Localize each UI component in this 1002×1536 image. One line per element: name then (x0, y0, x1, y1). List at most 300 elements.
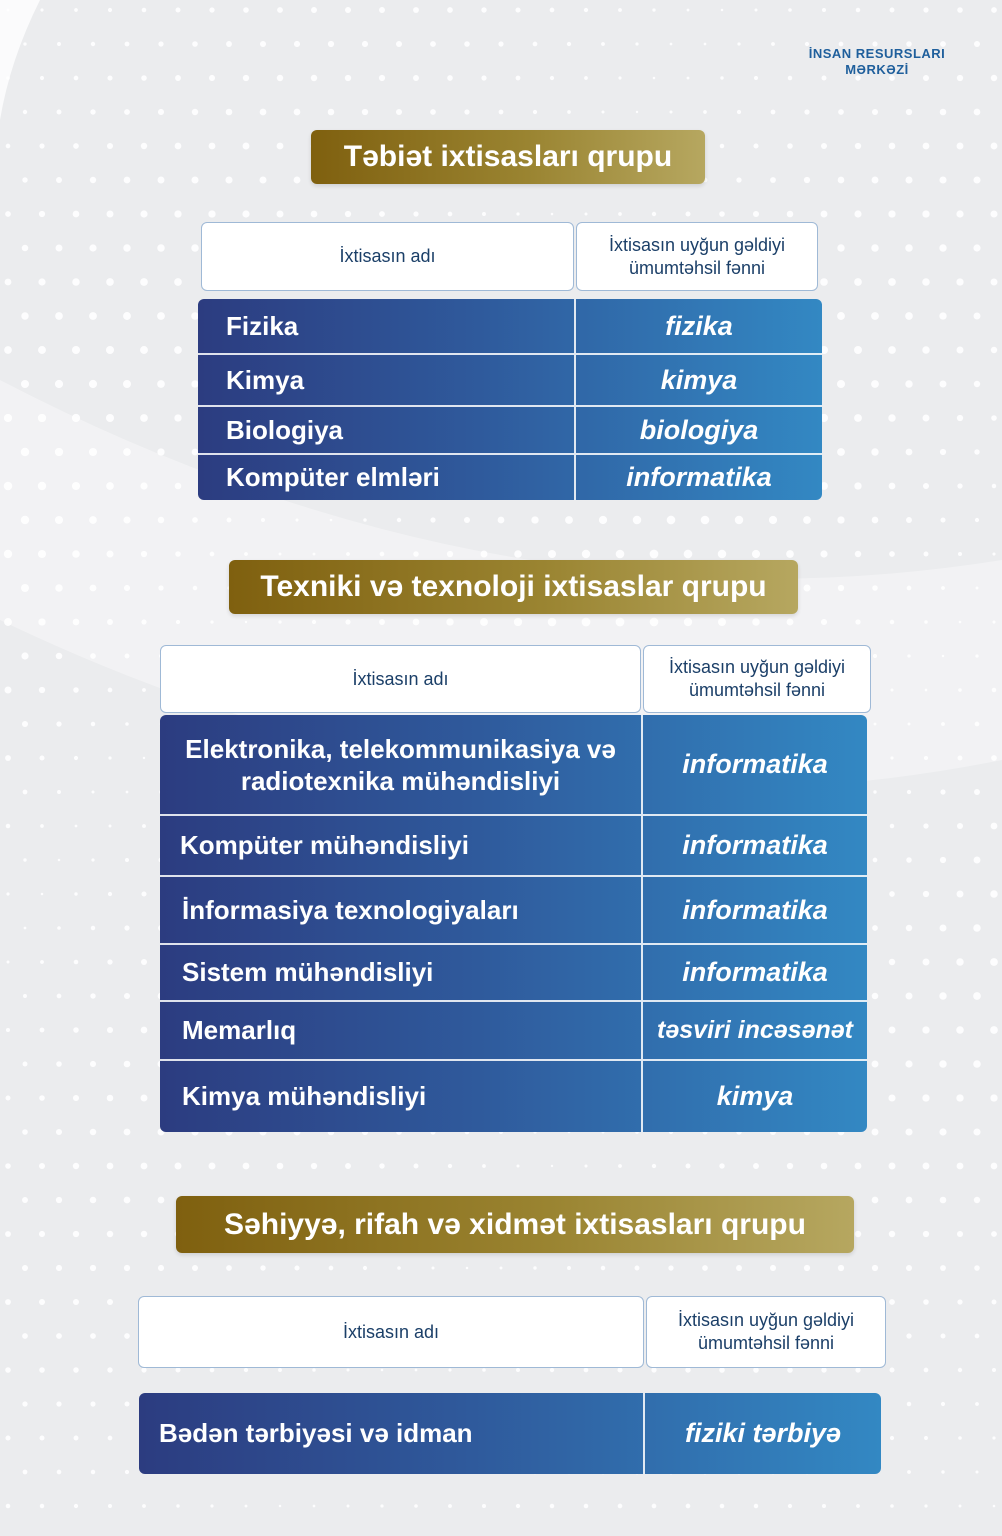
header-subject-line-1: İxtisasın uyğun gəldiyi (677, 1310, 855, 1330)
group-title-texniki: Texniki və texnoloji ixtisaslar qrupu (229, 560, 798, 614)
background-dot (636, 111, 638, 113)
background-dot (923, 483, 929, 489)
background-dot (141, 1027, 148, 1034)
background-dot (75, 825, 78, 828)
background-dot (940, 109, 947, 116)
background-dot (56, 1333, 62, 1339)
background-dot (192, 109, 198, 115)
background-dot (90, 1401, 95, 1406)
background-dot (56, 721, 61, 726)
background-dot (685, 1367, 690, 1372)
background-dot (21, 312, 28, 319)
background-dot (22, 721, 28, 727)
background-dot (90, 585, 97, 592)
background-dot (448, 1164, 452, 1168)
background-dot (294, 109, 301, 116)
background-dot (956, 210, 963, 217)
background-dot (73, 1163, 79, 1169)
background-dot (142, 1504, 146, 1508)
background-dot (889, 959, 895, 965)
background-dot (176, 620, 180, 624)
background-dot (888, 1094, 895, 1101)
background-dot (890, 620, 894, 624)
background-dot (4, 482, 13, 491)
background-dot (311, 75, 317, 81)
background-dot (482, 1368, 486, 1372)
background-dot (124, 1333, 130, 1339)
background-dot (74, 756, 78, 760)
background-dot (175, 1163, 182, 1170)
background-dot (550, 76, 554, 80)
background-dot (123, 516, 130, 523)
background-dot (244, 1368, 248, 1372)
background-dot (975, 1470, 978, 1473)
background-dot (38, 346, 46, 354)
background-dot (906, 857, 912, 863)
background-dot (754, 76, 758, 80)
background-dot (991, 415, 997, 421)
specialty-name: Kompüter mühəndisliyi (160, 816, 643, 875)
header-subject-line-2: ümumtəhsil fənni (688, 680, 826, 700)
background-dot (226, 41, 232, 47)
header-subject-cell (646, 1296, 886, 1368)
header-name-cell: İxtisasın adı (160, 645, 641, 713)
background-dot (957, 347, 964, 354)
background-dot (23, 110, 27, 114)
background-dot (973, 244, 980, 251)
specialty-name: Memarlıq (160, 1002, 643, 1059)
background-dot (804, 177, 810, 183)
table-row (160, 1000, 867, 1059)
background-dot (4, 414, 12, 422)
background-dot (582, 550, 590, 558)
background-dot (294, 1265, 299, 1270)
background-dot (872, 177, 879, 184)
background-dot (974, 1265, 980, 1271)
background-dot (261, 518, 265, 522)
table-body-texniki (160, 715, 867, 1132)
background-dot (6, 824, 11, 829)
background-dot (39, 755, 44, 760)
background-dot (872, 109, 878, 115)
background-dot (718, 618, 726, 626)
background-dot (55, 312, 63, 320)
background-dot (871, 244, 879, 252)
background-dot (923, 7, 928, 12)
background-dot (107, 75, 112, 80)
background-dot (787, 619, 794, 626)
background-dot (976, 587, 979, 590)
background-dot (754, 1504, 758, 1508)
background-dot (975, 518, 979, 522)
background-dot (516, 76, 521, 81)
background-dot (516, 1504, 520, 1508)
subject-name: fizika (665, 310, 733, 341)
background-dot (821, 619, 827, 625)
background-dot (939, 244, 946, 251)
background-dot (107, 1367, 112, 1372)
background-dot (74, 8, 78, 12)
background-dot (38, 618, 45, 625)
background-dot (617, 1367, 622, 1372)
background-dot (872, 925, 878, 931)
background-dot (599, 516, 607, 524)
background-dot (106, 482, 114, 490)
background-dot (72, 482, 80, 490)
background-dot (837, 380, 845, 388)
background-dot (837, 516, 844, 523)
table-row (198, 453, 822, 500)
specialty-name: İnformasiya texnologiyaları (160, 877, 643, 943)
background-dot (720, 144, 725, 149)
background-dot (58, 859, 61, 862)
background-dot (245, 621, 247, 623)
background-dot (90, 109, 95, 114)
background-dot (650, 618, 659, 627)
background-dot (992, 552, 995, 555)
background-dot (752, 618, 760, 626)
background-dot (888, 210, 895, 217)
background-dot (686, 1164, 691, 1169)
background-dot (22, 1333, 28, 1339)
background-dot (4, 550, 12, 558)
background-dot (770, 1265, 776, 1271)
background-dot (601, 110, 604, 113)
background-dot (259, 176, 266, 183)
background-dot (277, 1163, 284, 1170)
background-dot (379, 619, 385, 625)
background-dot (803, 516, 811, 524)
background-dot (346, 1368, 349, 1371)
background-dot (516, 1368, 520, 1372)
background-dot (158, 1197, 165, 1204)
background-dot (635, 1266, 640, 1271)
background-dot (362, 109, 368, 115)
background-dot (209, 143, 216, 150)
background-dot (328, 109, 335, 116)
background-dot (957, 1163, 964, 1170)
background-dot (107, 1095, 114, 1102)
background-dot (380, 1504, 383, 1507)
background-dot (939, 1060, 946, 1067)
background-dot (279, 1505, 282, 1508)
background-dot (277, 75, 283, 81)
background-dot (174, 414, 181, 421)
background-dot (125, 722, 129, 726)
background-dot (39, 1095, 45, 1101)
background-dot (448, 212, 453, 217)
background-dot (957, 823, 963, 829)
background-dot (106, 346, 114, 354)
background-dot (480, 618, 488, 626)
background-dot (431, 1266, 434, 1269)
background-dot (175, 143, 182, 150)
background-dot (123, 448, 131, 456)
background-dot (140, 278, 148, 286)
background-dot (90, 993, 95, 998)
background-dot (855, 1231, 862, 1238)
background-dot (464, 41, 470, 47)
background-dot (770, 177, 776, 183)
background-dot (107, 1231, 113, 1237)
background-dot (55, 380, 63, 388)
background-dot (210, 620, 213, 623)
background-dot (584, 1368, 589, 1373)
background-dot (57, 926, 61, 930)
subject-name: informatika (682, 894, 828, 925)
background-dot (311, 1163, 317, 1169)
header-subject-cell (643, 645, 871, 713)
background-dot (243, 7, 249, 13)
background-dot (21, 516, 29, 524)
background-dot (923, 1299, 929, 1305)
background-dot (993, 1505, 996, 1508)
background-dot (397, 518, 401, 522)
background-dot (924, 1504, 927, 1507)
background-dot (991, 755, 997, 761)
background-dot (345, 1163, 351, 1169)
background-dot (889, 1367, 894, 1372)
background-dot (363, 518, 367, 522)
background-dot (22, 1265, 28, 1271)
background-dot (905, 380, 912, 387)
background-dot (991, 143, 998, 150)
background-dot (158, 517, 164, 523)
background-dot (973, 176, 980, 183)
background-dot (992, 620, 995, 623)
background-dot (157, 244, 165, 252)
background-dot (56, 1129, 62, 1135)
background-dot (923, 891, 929, 897)
background-dot (124, 993, 130, 999)
background-dot (670, 43, 673, 46)
background-dot (736, 1265, 742, 1271)
background-dot (73, 1367, 79, 1373)
background-dot (701, 516, 710, 525)
background-dot (90, 1197, 97, 1204)
background-dot (464, 517, 470, 523)
background-dot (39, 1435, 44, 1440)
background-dot (245, 1505, 248, 1508)
background-dot (991, 7, 997, 13)
background-dot (90, 1129, 97, 1136)
table-body-sehiyye (139, 1393, 881, 1474)
background-dot (5, 279, 12, 286)
background-dot (39, 1367, 45, 1373)
background-dot (854, 210, 861, 217)
background-dot (38, 278, 45, 285)
background-dot (888, 278, 896, 286)
background-dot (40, 1028, 45, 1033)
background-dot (922, 1026, 929, 1033)
header-subject-line-1: İxtisasın uyğun gəldiyi (668, 657, 846, 677)
background-dot (448, 1504, 452, 1508)
background-dot (548, 618, 557, 627)
background-dot (242, 210, 249, 217)
background-dot (719, 1163, 724, 1168)
background-dot (260, 1265, 265, 1270)
background-dot (175, 75, 181, 81)
background-dot (889, 143, 896, 150)
background-dot (498, 517, 505, 524)
background-dot (56, 245, 63, 252)
background-dot (5, 211, 11, 217)
background-dot (140, 346, 148, 354)
background-dot (821, 211, 828, 218)
background-dot (942, 655, 944, 657)
background-dot (837, 448, 845, 456)
background-dot (855, 1163, 862, 1170)
background-dot (243, 143, 250, 150)
background-dot (652, 212, 656, 216)
background-dot (889, 1027, 896, 1034)
background-dot (141, 1095, 148, 1102)
background-dot (124, 1061, 131, 1068)
background-dot (889, 483, 896, 490)
table-row (160, 943, 867, 1000)
background-dot (890, 824, 895, 829)
background-dot (685, 211, 690, 216)
background-dot (941, 1402, 945, 1406)
background-dot (822, 1504, 826, 1508)
background-dot (991, 75, 997, 81)
background-dot (719, 211, 725, 217)
background-dot (380, 552, 385, 557)
background-dot (124, 109, 130, 115)
background-dot (871, 380, 879, 388)
background-dot (22, 1197, 28, 1203)
background-dot (396, 41, 402, 47)
background-dot (652, 1504, 657, 1509)
background-dot (940, 789, 945, 794)
background-dot (856, 8, 861, 13)
background-dot (108, 1504, 112, 1508)
background-dot (141, 959, 147, 965)
background-dot (703, 110, 707, 114)
background-dot (278, 1368, 282, 1372)
specialty-name: Biologiya (198, 407, 576, 453)
background-dot (447, 75, 453, 81)
background-dot (889, 1163, 896, 1170)
background-dot (871, 448, 878, 455)
header-name-cell: İxtisasın adı (138, 1296, 644, 1368)
background-dot (872, 517, 879, 524)
background-dot (481, 75, 486, 80)
background-dot (974, 857, 981, 864)
background-dot (40, 960, 44, 964)
background-dot (940, 449, 946, 455)
background-dot (191, 176, 198, 183)
background-dot (973, 1128, 980, 1135)
background-dot (856, 1504, 860, 1508)
subject-name: kimya (660, 364, 738, 395)
background-dot (687, 77, 690, 80)
background-dot (124, 1129, 131, 1136)
background-dot (991, 1163, 998, 1170)
background-dot (584, 76, 588, 80)
background-dot (345, 75, 351, 81)
background-dot (7, 9, 10, 12)
background-dot (107, 619, 113, 625)
background-dot (482, 1164, 486, 1168)
background-dot (974, 41, 980, 47)
background-dot (158, 41, 163, 46)
background-dot (413, 7, 419, 13)
background-dot (974, 381, 980, 387)
background-dot (24, 927, 27, 930)
background-dot (872, 1265, 878, 1271)
subject-name: informatika (682, 957, 828, 987)
background-dot (123, 380, 131, 388)
background-dot (40, 8, 43, 11)
background-dot (74, 1504, 78, 1508)
background-dot (974, 109, 981, 116)
background-dot (771, 110, 776, 115)
background-dot (548, 550, 556, 558)
background-dot (974, 449, 979, 454)
background-dot (940, 1197, 947, 1204)
background-dot (330, 519, 333, 522)
background-dot (905, 244, 913, 252)
background-dot (175, 551, 181, 557)
background-dot (585, 213, 588, 216)
background-dot (820, 550, 827, 557)
background-dot (22, 245, 29, 252)
group-title-sehiyye: Səhiyyə, rifah və xidmət ixtisasları qrupu (176, 1196, 854, 1253)
background-dot (157, 448, 164, 455)
background-dot (652, 8, 655, 11)
table-body-tebiet (198, 299, 822, 500)
background-dot (957, 1299, 962, 1304)
background-dot (922, 346, 929, 353)
background-dot (871, 312, 879, 320)
background-dot (415, 1369, 418, 1372)
background-dot (92, 791, 95, 794)
background-dot (5, 1299, 11, 1305)
table-row (160, 814, 867, 875)
background-dot (941, 722, 945, 726)
background-dot (413, 211, 418, 216)
background-dot (192, 41, 198, 47)
background-dot (312, 620, 316, 624)
background-dot (73, 1231, 79, 1237)
background-dot (21, 380, 29, 388)
background-dot (227, 518, 232, 523)
background-dot (837, 244, 844, 251)
specialty-name: Sistem mühəndisliyi (160, 945, 643, 1000)
background-dot (175, 483, 182, 490)
specialty-name-line-2: radiotexnika mühəndisliyi (240, 765, 561, 796)
background-dot (959, 1505, 962, 1508)
background-dot (141, 1163, 148, 1170)
background-dot (379, 211, 385, 217)
background-dot (413, 619, 420, 626)
background-dot (143, 757, 145, 759)
subject-name: fiziki tərbiyə (684, 1418, 842, 1448)
background-dot (906, 1197, 913, 1204)
background-dot (516, 212, 519, 215)
background-dot (618, 212, 622, 216)
background-dot (90, 1061, 96, 1067)
background-dot (40, 76, 44, 80)
background-dot (516, 1164, 519, 1167)
background-dot (922, 210, 929, 217)
background-dot (430, 517, 435, 522)
background-dot (107, 1163, 114, 1170)
background-dot (958, 1368, 962, 1372)
background-dot (618, 76, 621, 79)
brand-line-1: İNSAN RESURSLARI (808, 46, 946, 61)
